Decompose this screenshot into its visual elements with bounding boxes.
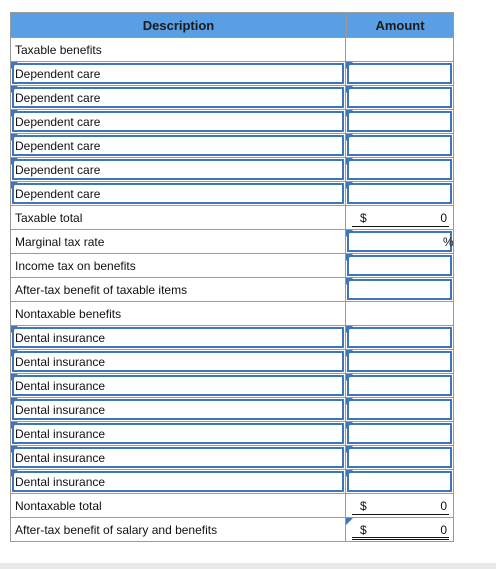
row-label: Dependent care bbox=[15, 186, 101, 201]
row-label: Dependent care bbox=[15, 138, 101, 153]
row-label: Dental insurance bbox=[15, 354, 106, 369]
table-row bbox=[11, 445, 453, 469]
amount-cell bbox=[346, 494, 453, 517]
total-value: 0 bbox=[440, 522, 447, 537]
description-cell bbox=[11, 230, 346, 253]
description-cell[interactable] bbox=[11, 446, 346, 469]
amount-input[interactable] bbox=[347, 255, 452, 276]
row-label: Dependent care bbox=[15, 162, 101, 177]
input-marker-icon bbox=[346, 158, 353, 165]
description-cell[interactable] bbox=[11, 398, 346, 421]
amount-cell[interactable] bbox=[346, 230, 453, 253]
amount-cell[interactable] bbox=[346, 350, 453, 373]
amount-input[interactable] bbox=[347, 327, 452, 348]
description-cell bbox=[11, 278, 346, 301]
amount-cell bbox=[346, 518, 453, 541]
amount-input[interactable] bbox=[347, 399, 452, 420]
table-row bbox=[11, 109, 453, 133]
amount-input[interactable] bbox=[347, 351, 452, 372]
amount-input[interactable] bbox=[347, 279, 452, 300]
table-row bbox=[11, 61, 453, 85]
description-cell bbox=[11, 38, 346, 61]
row-label: Taxable benefits bbox=[15, 42, 102, 57]
table-row bbox=[11, 373, 453, 397]
description-cell bbox=[11, 302, 346, 325]
description-cell[interactable] bbox=[11, 350, 346, 373]
table-row bbox=[11, 517, 453, 541]
horizontal-scrollbar[interactable] bbox=[0, 563, 496, 569]
amount-cell[interactable] bbox=[346, 398, 453, 421]
row-label: Dental insurance bbox=[15, 426, 106, 441]
input-marker-icon bbox=[346, 134, 353, 141]
amount-input[interactable] bbox=[347, 63, 452, 84]
input-marker-icon bbox=[346, 422, 353, 429]
input-marker-icon bbox=[346, 62, 353, 69]
input-marker-icon bbox=[346, 254, 353, 261]
description-header: Description bbox=[11, 13, 347, 37]
description-cell[interactable] bbox=[11, 470, 346, 493]
amount-input[interactable] bbox=[347, 423, 452, 444]
input-marker-icon bbox=[346, 350, 353, 357]
total-value: 0 bbox=[440, 498, 447, 513]
row-label: Taxable total bbox=[15, 210, 83, 225]
amount-cell[interactable] bbox=[346, 254, 453, 277]
amount-input[interactable] bbox=[347, 135, 452, 156]
description-cell bbox=[11, 254, 346, 277]
amount-cell[interactable] bbox=[346, 446, 453, 469]
description-cell[interactable] bbox=[11, 182, 346, 205]
row-label: Dependent care bbox=[15, 114, 101, 129]
amount-cell[interactable] bbox=[346, 326, 453, 349]
input-marker-icon bbox=[346, 470, 353, 477]
description-cell bbox=[11, 518, 346, 541]
table-row bbox=[11, 469, 453, 493]
description-cell[interactable] bbox=[11, 86, 346, 109]
description-cell[interactable] bbox=[11, 158, 346, 181]
table-row bbox=[11, 205, 453, 229]
table-row bbox=[11, 85, 453, 109]
table-row bbox=[11, 325, 453, 349]
amount-cell[interactable] bbox=[346, 182, 453, 205]
description-cell[interactable] bbox=[11, 422, 346, 445]
table-row bbox=[11, 253, 453, 277]
table-row bbox=[11, 157, 453, 181]
description-cell[interactable] bbox=[11, 62, 346, 85]
input-marker-icon bbox=[346, 230, 353, 237]
amount-cell[interactable] bbox=[346, 158, 453, 181]
amount-cell bbox=[346, 206, 453, 229]
table-row bbox=[11, 349, 453, 373]
description-cell[interactable] bbox=[11, 374, 346, 397]
table-row bbox=[11, 37, 453, 61]
single-underline bbox=[352, 226, 449, 227]
description-cell[interactable] bbox=[11, 134, 346, 157]
input-marker-icon bbox=[346, 86, 353, 93]
table-row bbox=[11, 421, 453, 445]
table-row bbox=[11, 133, 453, 157]
amount-cell[interactable] bbox=[346, 278, 453, 301]
table-row bbox=[11, 181, 453, 205]
amount-cell[interactable] bbox=[346, 134, 453, 157]
row-label: Marginal tax rate bbox=[15, 234, 105, 249]
amount-header: Amount bbox=[375, 17, 425, 33]
input-marker-icon bbox=[346, 446, 353, 453]
amount-input[interactable] bbox=[347, 111, 452, 132]
single-underline bbox=[352, 514, 449, 515]
row-label: After-tax benefit of salary and benefits bbox=[15, 522, 218, 537]
description-cell[interactable] bbox=[11, 326, 346, 349]
row-label: Dental insurance bbox=[15, 402, 106, 417]
double-underline bbox=[352, 537, 449, 540]
amount-cell bbox=[346, 38, 453, 61]
table-row bbox=[11, 493, 453, 517]
amount-cell[interactable] bbox=[346, 110, 453, 133]
table-row bbox=[11, 277, 453, 301]
amount-cell[interactable] bbox=[346, 86, 453, 109]
row-label: Nontaxable benefits bbox=[15, 306, 122, 321]
row-label: Income tax on benefits bbox=[15, 258, 136, 273]
table-row bbox=[11, 301, 453, 325]
table-header bbox=[11, 13, 453, 37]
row-label: Dental insurance bbox=[15, 378, 106, 393]
amount-input[interactable] bbox=[347, 447, 452, 468]
amount-cell[interactable] bbox=[346, 374, 453, 397]
input-marker-icon bbox=[346, 182, 353, 189]
amount-input[interactable] bbox=[347, 231, 452, 252]
amount-input[interactable] bbox=[347, 159, 452, 180]
input-marker-icon bbox=[346, 278, 353, 285]
table-row bbox=[11, 229, 453, 253]
input-marker-icon bbox=[346, 326, 353, 333]
input-marker-icon bbox=[346, 110, 353, 117]
amount-cell[interactable] bbox=[346, 422, 453, 445]
amount-input[interactable] bbox=[347, 183, 452, 204]
amount-cell bbox=[346, 302, 453, 325]
table-row bbox=[11, 397, 453, 421]
row-label: Dependent care bbox=[15, 90, 101, 105]
row-label: Dependent care bbox=[15, 66, 101, 81]
currency-symbol: $ bbox=[360, 522, 367, 537]
row-label: Dental insurance bbox=[15, 330, 106, 345]
total-value: 0 bbox=[440, 210, 447, 225]
input-marker-icon bbox=[346, 398, 353, 405]
amount-cell[interactable] bbox=[346, 62, 453, 85]
description-cell bbox=[11, 206, 346, 229]
currency-symbol: $ bbox=[360, 498, 367, 513]
description-cell bbox=[11, 494, 346, 517]
row-label: After-tax benefit of taxable items bbox=[15, 282, 188, 297]
amount-input[interactable] bbox=[347, 375, 452, 396]
row-label: Nontaxable total bbox=[15, 498, 102, 513]
benefits-table bbox=[10, 12, 454, 542]
row-label: Dental insurance bbox=[15, 474, 106, 489]
input-marker-icon bbox=[346, 374, 353, 381]
amount-input[interactable] bbox=[347, 471, 452, 492]
input-marker-icon bbox=[346, 518, 353, 525]
percent-suffix: % bbox=[443, 234, 454, 249]
amount-cell[interactable] bbox=[346, 470, 453, 493]
description-cell[interactable] bbox=[11, 110, 346, 133]
amount-input[interactable] bbox=[347, 87, 452, 108]
currency-symbol: $ bbox=[360, 210, 367, 225]
row-label: Dental insurance bbox=[15, 450, 106, 465]
